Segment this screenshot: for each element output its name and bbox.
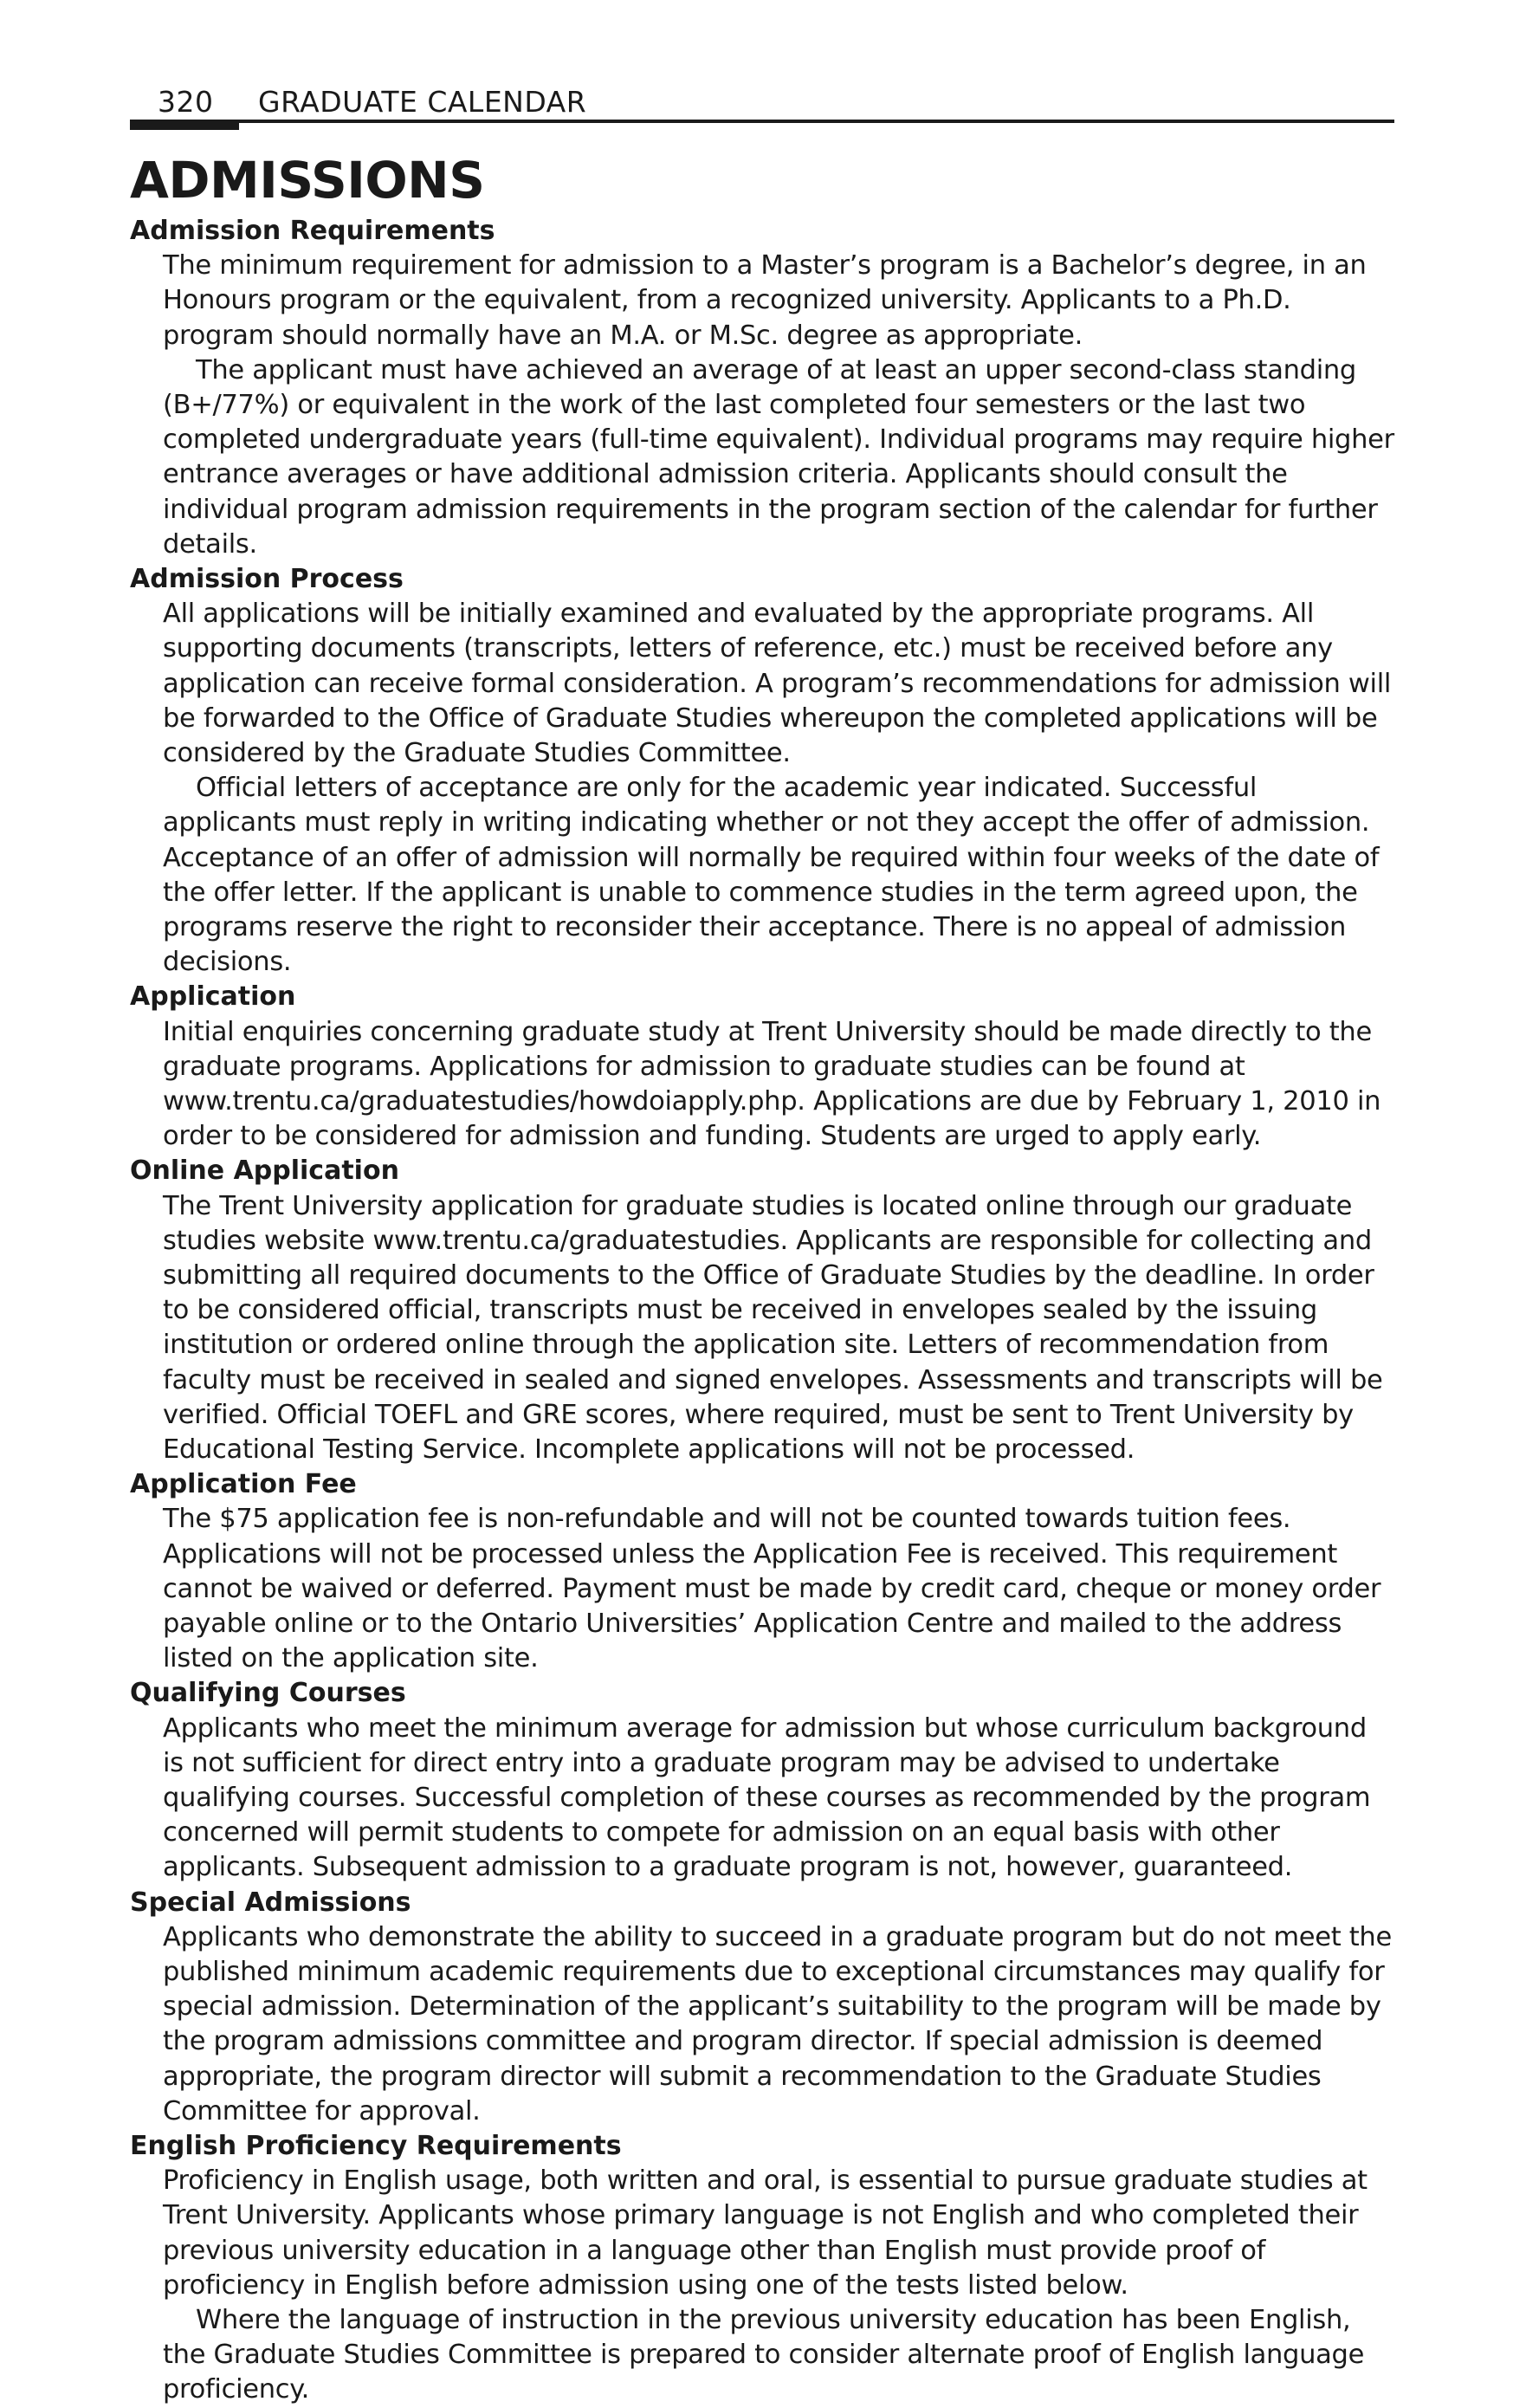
section-application xyxy=(130,980,1394,1154)
paragraph: Official letters of acceptance are only for the academic year indicated. Successful applicants must reply in writing indicating whether or not they accept the offer of admission. Acceptance of an offer of admission will normally be required within four weeks of the date of the offer letter. If the applicant is unable to commence studies in the term agreed upon, the programs reserve the right to reconsider their acceptance. There is no appeal of admission decisions. xyxy=(163,773,1380,978)
section-special-admissions xyxy=(130,1886,1394,2129)
section-online-application xyxy=(130,1154,1394,1467)
subsection-heading: Application Fee xyxy=(130,1469,357,1500)
section-admission-requirements xyxy=(130,214,1394,562)
page-number: 320 xyxy=(158,85,214,119)
paragraph: All applications will be initially examined and evaluated by the appropriate programs. All supporting documents (transcripts, letters of reference, etc.) must be received before any application can receive formal consideration. A program’s recommendations for admission will be forwarded to the Office of Graduate Studies whereupon the completed applications will be considered by the Graduate Studies Committee. xyxy=(163,599,1392,768)
section-title: ADMISSIONS xyxy=(130,151,485,210)
subsection-heading: Admission Requirements xyxy=(130,215,495,246)
subsection-heading: Online Application xyxy=(130,1155,399,1187)
paragraph: Initial enquiries concerning graduate study at Trent University should be made directly to the graduate programs. Applications for admission to graduate studies can be found at www.trentu.ca/graduatestudies/howdoiapply.php. Applications are due by February 1, 2010 in order to be considered for admission and funding. Students are urged to apply early. xyxy=(163,1016,1381,1152)
subsection-heading: Qualifying Courses xyxy=(130,1678,406,1709)
subsection-heading: Application xyxy=(130,981,296,1013)
subsection-heading: Admission Process xyxy=(130,563,404,594)
section-qualifying-courses xyxy=(130,1676,1394,1885)
subsection-heading: Special Admissions xyxy=(130,1887,411,1918)
header-rule xyxy=(130,120,1394,123)
running-head: GRADUATE CALENDAR xyxy=(258,85,587,119)
section-english-proficiency xyxy=(130,2129,1394,2408)
paragraph: Applicants who meet the minimum average for admission but whose curriculum background is not sufficient for direct entry into a graduate program may be advised to undertake qualifying courses. Successful completion of these courses as recommended by the program concerned will permit students to compete for admission on an equal basis with other applicants. Subsequent admission to a graduate program is not, however, guaranteed. xyxy=(163,1712,1371,1883)
paragraph: The $75 application fee is non-refundable and will not be counted towards tuition fees. Applications will not be processed unless the Application Fee is received. This requirement cannot be waived or deferred. Payment must be made by credit card, cheque or money order payable online or to the Ontario Universities’ Application Centre and mailed to the address listed on the application site. xyxy=(163,1504,1381,1674)
page-content xyxy=(130,151,1394,2408)
paragraph: The Trent University application for graduate studies is located online through our graduate studies website www.trentu.ca/graduatestudies. Applicants are responsible for collecting and submitting all required documents to the Office of Graduate Studies by the deadline. In order to be considered official, transcripts must be received in envelopes sealed by the issuing institution or ordered online through the application site. Letters of recommendation from faculty must be received in sealed and signed envelopes. Assessments and transcripts will be verified. Official TOEFL and GRE scores, where required, must be sent to Trent University by Educational Testing Service. Incomplete applications will not be processed. xyxy=(163,1190,1383,1465)
paragraph: The applicant must have achieved an average of at least an upper second-class standing (B+/77%) or equivalent in the work of the last completed four semesters or the last two completed undergraduate years (full-time equivalent). Individual programs may require higher entrance averages or have additional admission criteria. Applicants should consult the individual program admission requirements in the program section of the calendar for further details. xyxy=(163,354,1394,560)
subsection-heading: English Proficiency Requirements xyxy=(130,2131,622,2162)
section-admission-process xyxy=(130,562,1394,980)
paragraph: The minimum requirement for admission to a Master’s program is a Bachelor’s degree, in an Honours program or the equivalent, from a recognized university. Applicants to a Ph.D. program should normally have an M.A. or M.Sc. degree as appropriate. xyxy=(163,250,1367,351)
section-application-fee xyxy=(130,1467,1394,1676)
paragraph: Where the language of instruction in the previous university education has been English, the Graduate Studies Committee is prepared to consider alternate proof of English language proficiency. xyxy=(163,2305,1365,2405)
paragraph: Proficiency in English usage, both written and oral, is essential to pursue graduate studies at Trent University. Applicants whose primary language is not English and who completed their previous university education in a language other than English must provide proof of proficiency in English before admission using one of the tests listed below. xyxy=(163,2165,1368,2301)
page-header xyxy=(130,80,1394,125)
paragraph: Applicants who demonstrate the ability to succeed in a graduate program but do not meet the published minimum academic requirements due to exceptional circumstances may qualify for special admission. Determination of the applicant’s suitability to the program will be made by the program admissions committee and program director. If special admission is deemed appropriate, the program director will submit a recommendation to the Graduate Studies Committee for approval. xyxy=(163,1921,1392,2126)
